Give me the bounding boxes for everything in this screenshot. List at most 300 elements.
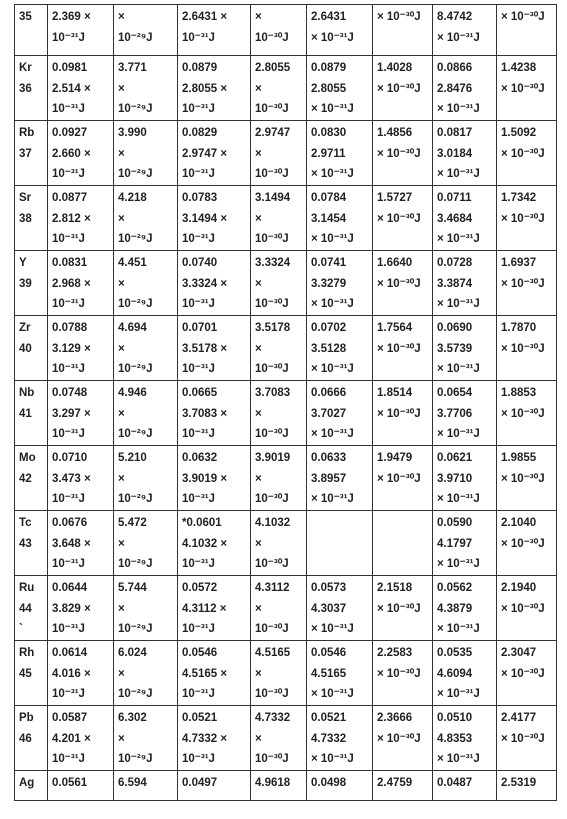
- value-cell: [178, 446, 251, 511]
- value-cell: [373, 121, 433, 186]
- cell-line: Sr: [19, 192, 32, 204]
- element-cell: [15, 381, 48, 446]
- cell-line: ×: [255, 212, 262, 225]
- cell-line: × 10⁻³⁰J: [377, 732, 421, 745]
- value-cell: [373, 511, 433, 576]
- value-cell: [307, 381, 373, 446]
- cell-line: 4.1797: [437, 537, 473, 550]
- cell-line: ×: [118, 407, 125, 420]
- cell-line: 10⁻³⁰J: [255, 103, 289, 115]
- value-cell: [307, 641, 373, 706]
- cell-line: 3.129 ×: [52, 342, 91, 355]
- cell-line: 4.5165 ×: [182, 667, 228, 680]
- value-cell: [373, 251, 433, 316]
- cell-line: 10⁻³¹J: [182, 363, 215, 375]
- cell-line: 1.9479: [377, 452, 413, 464]
- cell-line: 0.0879: [182, 62, 218, 74]
- value-cell: [48, 706, 114, 771]
- cell-line: 10⁻³⁰J: [255, 493, 289, 505]
- cell-line: 1.4856: [377, 127, 413, 139]
- cell-line: × 10⁻³⁰J: [501, 11, 545, 23]
- cell-line: 0.0498: [311, 777, 347, 789]
- cell-line: 0.0654: [437, 387, 473, 399]
- cell-line: 10⁻³¹J: [182, 623, 215, 635]
- cell-line: 10⁻³⁰J: [255, 753, 289, 765]
- cell-line: 4.6094: [437, 667, 473, 680]
- cell-line: × 10⁻³¹J: [311, 753, 354, 765]
- value-cell: [433, 381, 497, 446]
- cell-line: ×: [118, 537, 125, 550]
- value-cell: [433, 251, 497, 316]
- cell-line: 4.9618: [255, 777, 291, 789]
- element-cell: [15, 706, 48, 771]
- cell-line: ×: [118, 602, 125, 615]
- cell-line: 2.8476: [437, 82, 473, 95]
- cell-line: × 10⁻³¹J: [437, 298, 480, 310]
- cell-line: ×: [255, 472, 262, 485]
- value-cell: [178, 121, 251, 186]
- cell-line: 4.1032 ×: [182, 537, 228, 550]
- cell-line: 10⁻³¹J: [182, 428, 215, 440]
- table-body: [15, 5, 557, 801]
- cell-line: 4.3879: [437, 602, 473, 615]
- cell-line: 10⁻³⁰J: [255, 623, 289, 635]
- value-cell: [373, 56, 433, 121]
- cell-line: 2.8055 ×: [182, 82, 228, 95]
- element-cell: [15, 186, 48, 251]
- cell-line: × 10⁻³⁰J: [377, 11, 421, 23]
- cell-line: 3.3874: [437, 277, 473, 290]
- cell-line: × 10⁻³¹J: [311, 688, 354, 700]
- cell-line: 2.2583: [377, 647, 413, 659]
- value-cell: [433, 186, 497, 251]
- value-cell: [178, 771, 251, 801]
- value-cell: [251, 316, 307, 381]
- cell-line: 10⁻³⁰J: [255, 558, 289, 570]
- value-cell: [307, 576, 373, 641]
- value-cell: [251, 121, 307, 186]
- cell-line: 0.0632: [182, 452, 218, 464]
- cell-line: 0.0710: [52, 452, 88, 464]
- cell-line: 1.9855: [501, 452, 537, 464]
- value-cell: [307, 511, 373, 576]
- cell-line: 3.648 ×: [52, 537, 91, 550]
- cell-line: Rh: [19, 647, 35, 659]
- value-cell: [178, 706, 251, 771]
- cell-line: 0.0981: [52, 62, 88, 74]
- cell-line: 4.3112 ×: [182, 602, 227, 615]
- cell-line: 0.0830: [311, 127, 347, 139]
- cell-line: × 10⁻³⁰J: [501, 537, 545, 550]
- cell-line: 2.4759: [377, 777, 413, 789]
- value-cell: [178, 186, 251, 251]
- cell-line: 0.0535: [437, 647, 473, 659]
- cell-line: 10⁻³¹J: [182, 31, 215, 44]
- cell-line: 0.0831: [52, 257, 88, 269]
- cell-line: 2.968 ×: [52, 277, 91, 290]
- cell-line: 10⁻²⁹J: [118, 103, 153, 115]
- cell-line: 0.0573: [311, 582, 347, 594]
- cell-line: 2.812 ×: [52, 212, 91, 225]
- value-cell: [178, 641, 251, 706]
- cell-line: × 10⁻³¹J: [437, 233, 480, 245]
- cell-line: 0.0587: [52, 712, 88, 724]
- element-cell: [15, 316, 48, 381]
- value-cell: [178, 56, 251, 121]
- cell-line: × 10⁻³⁰J: [501, 147, 545, 160]
- cell-line: Y: [19, 257, 27, 269]
- value-cell: [497, 641, 557, 706]
- cell-line: 10⁻²⁹J: [118, 168, 153, 180]
- value-cell: [48, 251, 114, 316]
- cell-line: 37: [19, 147, 32, 160]
- table-row: [15, 381, 557, 446]
- cell-line: 2.3666: [377, 712, 413, 724]
- cell-line: ×: [255, 537, 262, 550]
- cell-line: 2.3047: [501, 647, 537, 659]
- value-cell: [178, 316, 251, 381]
- cell-line: 10⁻²⁹J: [118, 753, 153, 765]
- value-cell: [48, 446, 114, 511]
- value-cell: [48, 5, 114, 56]
- value-cell: [497, 446, 557, 511]
- table-row: [15, 576, 557, 641]
- cell-line: 10⁻²⁹J: [118, 363, 153, 375]
- cell-line: 0.0633: [311, 452, 347, 464]
- table-row: [15, 121, 557, 186]
- cell-line: 2.5319: [501, 777, 537, 789]
- cell-line: 0.0711: [437, 192, 472, 204]
- value-cell: [48, 771, 114, 801]
- cell-line: 1.4238: [501, 62, 537, 74]
- cell-line: 2.9747: [255, 127, 291, 139]
- cell-line: 0.0741: [311, 257, 347, 269]
- value-cell: [251, 56, 307, 121]
- table-row: [15, 5, 557, 56]
- cell-line: ×: [255, 667, 262, 680]
- cell-line: × 10⁻³¹J: [437, 493, 480, 505]
- value-cell: [251, 381, 307, 446]
- element-cell: [15, 576, 48, 641]
- value-cell: [433, 576, 497, 641]
- cell-line: ×: [118, 277, 125, 290]
- cell-line: 0.0614: [52, 647, 88, 659]
- cell-line: 0.0879: [311, 62, 347, 74]
- cell-line: 0.0740: [182, 257, 218, 269]
- value-cell: [307, 316, 373, 381]
- cell-line: ×: [255, 407, 262, 420]
- cell-line: × 10⁻³⁰J: [377, 407, 421, 420]
- element-cell: [15, 251, 48, 316]
- cell-line: Pb: [19, 712, 34, 724]
- cell-line: 10⁻³¹J: [52, 103, 85, 115]
- cell-line: 4.3037: [311, 602, 347, 615]
- cell-line: Nb: [19, 387, 35, 399]
- cell-line: 4.3112: [255, 582, 290, 594]
- value-cell: [48, 381, 114, 446]
- value-cell: [178, 576, 251, 641]
- cell-line: Mo: [19, 452, 36, 464]
- element-cell: [15, 121, 48, 186]
- cell-line: 0.0748: [52, 387, 88, 399]
- cell-line: ×: [118, 11, 125, 23]
- cell-line: 1.8853: [501, 387, 537, 399]
- cell-line: × 10⁻³¹J: [437, 558, 480, 570]
- cell-line: × 10⁻³¹J: [437, 428, 480, 440]
- value-cell: [433, 121, 497, 186]
- cell-line: 4.5165: [255, 647, 291, 659]
- cell-line: ×: [118, 667, 125, 680]
- cell-line: 10⁻²⁹J: [118, 623, 153, 635]
- cell-line: × 10⁻³⁰J: [377, 147, 421, 160]
- value-cell: [178, 251, 251, 316]
- cell-line: 5.744: [118, 582, 147, 594]
- cell-line: 3.473 ×: [52, 472, 91, 485]
- value-cell: [497, 56, 557, 121]
- cell-line: 3.4684: [437, 212, 473, 225]
- cell-line: 1.7564: [377, 322, 413, 334]
- cell-line: 0.0561: [52, 777, 88, 789]
- cell-line: 0.0497: [182, 777, 218, 789]
- cell-line: 1.7342: [501, 192, 537, 204]
- value-cell: [114, 251, 178, 316]
- cell-line: 2.9711: [311, 147, 346, 160]
- cell-line: 0.0546: [311, 647, 347, 659]
- value-cell: [114, 121, 178, 186]
- value-cell: [251, 186, 307, 251]
- cell-line: × 10⁻³¹J: [311, 168, 354, 180]
- cell-line: 2.4177: [501, 712, 537, 724]
- value-cell: [373, 381, 433, 446]
- value-cell: [497, 121, 557, 186]
- value-cell: [178, 511, 251, 576]
- value-cell: [307, 771, 373, 801]
- cell-line: 0.0701: [182, 322, 218, 334]
- cell-line: 2.8055: [255, 62, 291, 74]
- cell-line: 3.3324: [255, 257, 291, 269]
- cell-line: 2.6431: [311, 11, 347, 23]
- cell-line: × 10⁻³⁰J: [501, 342, 545, 355]
- cell-line: × 10⁻³⁰J: [501, 732, 545, 745]
- cell-line: 10⁻³¹J: [52, 753, 85, 765]
- table-row: [15, 706, 557, 771]
- cell-line: × 10⁻³⁰J: [377, 342, 421, 355]
- element-cell: [15, 5, 48, 56]
- cell-line: Rb: [19, 127, 35, 139]
- cell-line: 3.5739: [437, 342, 473, 355]
- cell-line: 3.829 ×: [52, 602, 91, 615]
- cell-line: 10⁻³¹J: [52, 298, 85, 310]
- value-cell: [178, 381, 251, 446]
- cell-line: ×: [118, 147, 125, 160]
- value-cell: [114, 641, 178, 706]
- cell-line: 3.990: [118, 127, 147, 139]
- cell-line: 10⁻³¹J: [182, 558, 215, 570]
- cell-line: × 10⁻³¹J: [311, 493, 354, 505]
- cell-line: 10⁻³¹J: [52, 428, 85, 440]
- cell-line: 10⁻³¹J: [182, 103, 215, 115]
- cell-line: 3.9019 ×: [182, 472, 228, 485]
- cell-line: 3.1494: [255, 192, 291, 204]
- value-cell: [307, 5, 373, 56]
- value-cell: [114, 316, 178, 381]
- cell-line: 43: [19, 537, 32, 550]
- cell-line: ×: [118, 342, 125, 355]
- cell-line: 0.0866: [437, 62, 473, 74]
- cell-line: 3.7706: [437, 407, 473, 420]
- cell-line: 4.8353: [437, 732, 473, 745]
- cell-line: Ag: [19, 777, 35, 789]
- value-cell: [251, 511, 307, 576]
- cell-line: 10⁻³¹J: [52, 623, 85, 635]
- value-cell: [251, 576, 307, 641]
- cell-line: 0.0546: [182, 647, 218, 659]
- cell-line: 40: [19, 342, 32, 355]
- cell-line: 3.0184: [437, 147, 473, 160]
- value-cell: [48, 56, 114, 121]
- cell-line: 10⁻²⁹J: [118, 233, 153, 245]
- cell-line: 10⁻³¹J: [52, 688, 85, 700]
- cell-line: 3.5178: [255, 322, 291, 334]
- cell-line: 35: [19, 11, 32, 23]
- cell-line: 42: [19, 472, 32, 485]
- cell-line: 10⁻²⁹J: [118, 31, 153, 44]
- element-cell: [15, 641, 48, 706]
- cell-line: ×: [255, 602, 262, 615]
- cell-line: × 10⁻³¹J: [437, 168, 480, 180]
- value-cell: [433, 446, 497, 511]
- cell-line: 10⁻²⁹J: [118, 688, 153, 700]
- value-cell: [433, 511, 497, 576]
- cell-line: 3.9710: [437, 472, 473, 485]
- cell-line: 0.0817: [437, 127, 473, 139]
- cell-line: 0.0927: [52, 127, 88, 139]
- cell-line: 6.594: [118, 777, 147, 789]
- value-cell: [307, 121, 373, 186]
- value-cell: [433, 316, 497, 381]
- cell-line: 2.8055: [311, 82, 347, 95]
- cell-line: 3.297 ×: [52, 407, 91, 420]
- cell-line: 3.7083: [255, 387, 291, 399]
- cell-line: 5.472: [118, 517, 147, 529]
- cell-line: 1.4028: [377, 62, 413, 74]
- value-cell: [497, 316, 557, 381]
- cell-line: × 10⁻³⁰J: [501, 472, 545, 485]
- cell-line: 4.218: [118, 192, 147, 204]
- cell-line: 0.0521: [311, 712, 347, 724]
- cell-line: 10⁻³¹J: [52, 493, 85, 505]
- cell-line: 10⁻³⁰J: [255, 688, 289, 700]
- cell-line: 10⁻³⁰J: [255, 31, 289, 44]
- cell-line: 10⁻²⁹J: [118, 428, 153, 440]
- cell-line: 10⁻³¹J: [182, 168, 215, 180]
- cell-line: Kr: [19, 62, 32, 74]
- cell-line: 3.9019: [255, 452, 291, 464]
- value-cell: [48, 316, 114, 381]
- value-cell: [48, 576, 114, 641]
- value-cell: [251, 446, 307, 511]
- cell-line: 2.514 ×: [52, 82, 91, 95]
- cell-line: 0.0621: [437, 452, 473, 464]
- cell-line: 10⁻²⁹J: [118, 298, 153, 310]
- cell-line: × 10⁻³⁰J: [501, 667, 545, 680]
- cell-line: 1.8514: [377, 387, 413, 399]
- cell-line: 3.1454: [311, 212, 347, 225]
- cell-line: 0.0877: [52, 192, 88, 204]
- cell-line: 4.1032: [255, 517, 291, 529]
- value-cell: [48, 641, 114, 706]
- cell-line: 0.0784: [311, 192, 347, 204]
- value-cell: [373, 706, 433, 771]
- value-cell: [373, 576, 433, 641]
- cell-line: ×: [118, 212, 125, 225]
- cell-line: 0.0572: [182, 582, 218, 594]
- cell-line: 1.7870: [501, 322, 537, 334]
- value-cell: [114, 56, 178, 121]
- cell-line: × 10⁻³¹J: [311, 103, 354, 115]
- cell-line: 10⁻³¹J: [52, 168, 85, 180]
- cell-line: × 10⁻³¹J: [437, 363, 480, 375]
- cell-line: 8.4742: [437, 11, 473, 23]
- value-cell: [251, 771, 307, 801]
- value-cell: [497, 706, 557, 771]
- cell-line: 0.0702: [311, 322, 347, 334]
- value-cell: [373, 446, 433, 511]
- cell-line: 10⁻³¹J: [52, 31, 85, 44]
- cell-line: 3.7083 ×: [182, 407, 228, 420]
- cell-line: × 10⁻³⁰J: [501, 82, 545, 95]
- cell-line: 3.5178 ×: [182, 342, 228, 355]
- table-row: [15, 446, 557, 511]
- cell-line: 2.660 ×: [52, 147, 91, 160]
- value-cell: [307, 56, 373, 121]
- cell-line: ×: [255, 277, 262, 290]
- value-cell: [114, 446, 178, 511]
- value-cell: [497, 576, 557, 641]
- cell-line: 0.0562: [437, 582, 473, 594]
- table-row: [15, 56, 557, 121]
- cell-line: × 10⁻³¹J: [311, 623, 354, 635]
- cell-line: 6.302: [118, 712, 147, 724]
- cell-line: × 10⁻³⁰J: [377, 82, 421, 95]
- cell-line: 0.0590: [437, 517, 473, 529]
- cell-line: 0.0665: [182, 387, 218, 399]
- cell-line: × 10⁻³¹J: [311, 233, 354, 245]
- value-cell: [307, 186, 373, 251]
- value-cell: [307, 706, 373, 771]
- cell-line: 10⁻³¹J: [182, 493, 215, 505]
- cell-line: ×: [118, 732, 125, 745]
- cell-line: ×: [255, 147, 262, 160]
- value-cell: [373, 186, 433, 251]
- cell-line: 4.7332: [311, 732, 347, 745]
- cell-line: × 10⁻³⁰J: [501, 407, 545, 420]
- cell-line: 2.9747 ×: [182, 147, 228, 160]
- cell-line: 4.451: [118, 257, 147, 269]
- value-cell: [307, 446, 373, 511]
- element-cell: [15, 771, 48, 801]
- table-row: [15, 186, 557, 251]
- cell-line: 4.201 ×: [52, 732, 91, 745]
- table-row: [15, 771, 557, 801]
- cell-line: 3.3279: [311, 277, 347, 290]
- cell-line: 10⁻³⁰J: [255, 363, 289, 375]
- value-cell: [433, 771, 497, 801]
- cell-line: 10⁻³¹J: [182, 753, 215, 765]
- value-cell: [251, 251, 307, 316]
- value-cell: [373, 771, 433, 801]
- cell-line: × 10⁻³⁰J: [377, 277, 421, 290]
